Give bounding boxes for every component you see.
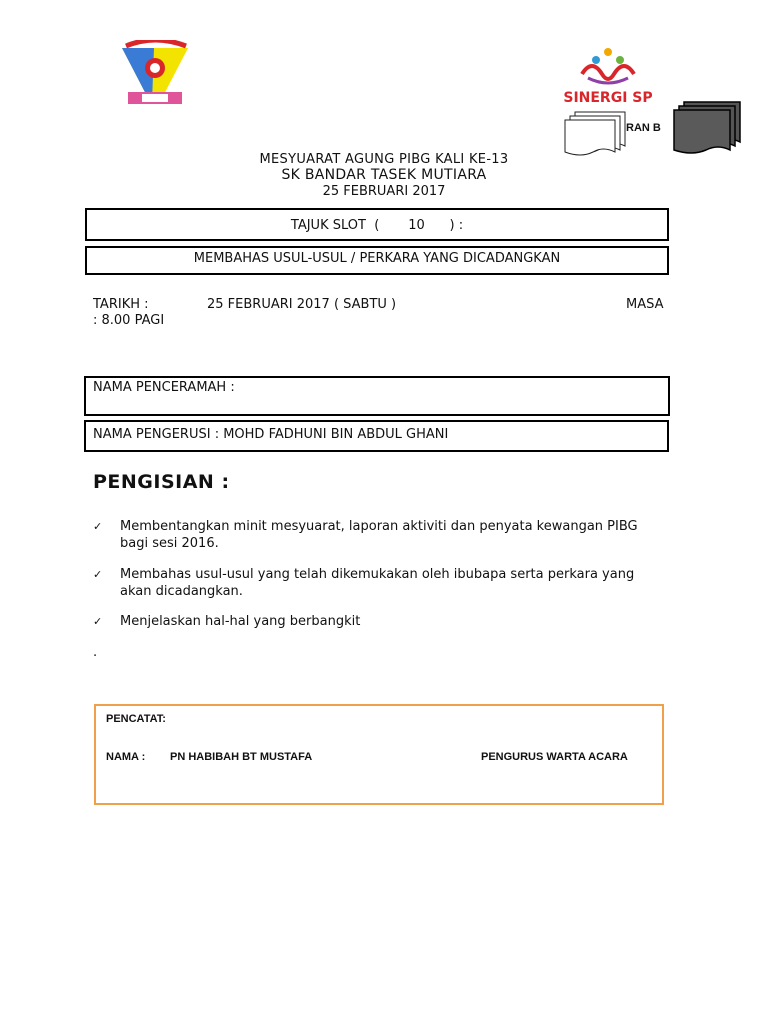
- list-item-text: Membentangkan minit mesyuarat, laporan aktiviti dan penyata kewangan PIBG bagi sesi 2016.: [120, 519, 638, 551]
- tarikh-label: TARIKH :: [93, 297, 149, 312]
- topic-box: [85, 246, 669, 275]
- recorder-box: [94, 704, 664, 805]
- slot-title: TAJUK SLOT ( 10 ) :: [290, 218, 464, 233]
- speaker-label: NAMA PENCERAMAH :: [93, 380, 235, 395]
- meeting-date: 25 FEBRUARI 2017: [322, 184, 446, 199]
- check-icon: ✓: [93, 615, 103, 628]
- document-stack-filled-icon: [672, 100, 742, 156]
- chair-box: [84, 420, 669, 452]
- recorder-role: PENGURUS WARTA ACARA: [481, 751, 628, 763]
- tarikh-value: 25 FEBRUARI 2017 ( SABTU ): [207, 297, 397, 312]
- sinergi-logo-text: SINERGI SP: [563, 90, 653, 106]
- trailing-dot: .: [93, 645, 98, 660]
- school-logo: [118, 40, 192, 110]
- list-item-text: Membahas usul-usul yang telah dikemukakan oleh ibubapa serta perkara yang akan dicadangkan.: [120, 567, 635, 599]
- recorder-name-label: NAMA :: [106, 751, 146, 763]
- document-stack-outline-icon: [563, 110, 627, 156]
- masa-label: MASA: [626, 297, 664, 312]
- pengisian-heading: PENGISIAN :: [93, 471, 230, 493]
- school-name: SK BANDAR TASEK MUTIARA: [281, 167, 487, 183]
- recorder-title: PENCATAT:: [106, 713, 166, 725]
- check-icon: ✓: [93, 568, 103, 581]
- speaker-box: [84, 376, 670, 416]
- masa-value: : 8.00 PAGI: [93, 313, 165, 328]
- meeting-title: MESYUARAT AGUNG PIBG KALI KE-13: [259, 152, 509, 167]
- topic-title: MEMBAHAS USUL-USUL / PERKARA YANG DICADANGKAN: [193, 251, 561, 266]
- recorder-name-value: PN HABIBAH BT MUSTAFA: [170, 751, 313, 763]
- check-icon: ✓: [93, 520, 103, 533]
- corner-label: RAN B: [626, 122, 661, 134]
- chair-text: NAMA PENGERUSI : MOHD FADHUNI BIN ABDUL GHANI: [93, 427, 449, 442]
- slot-box: [85, 208, 669, 241]
- list-item-text: Menjelaskan hal-hal yang berbangkit: [120, 614, 361, 629]
